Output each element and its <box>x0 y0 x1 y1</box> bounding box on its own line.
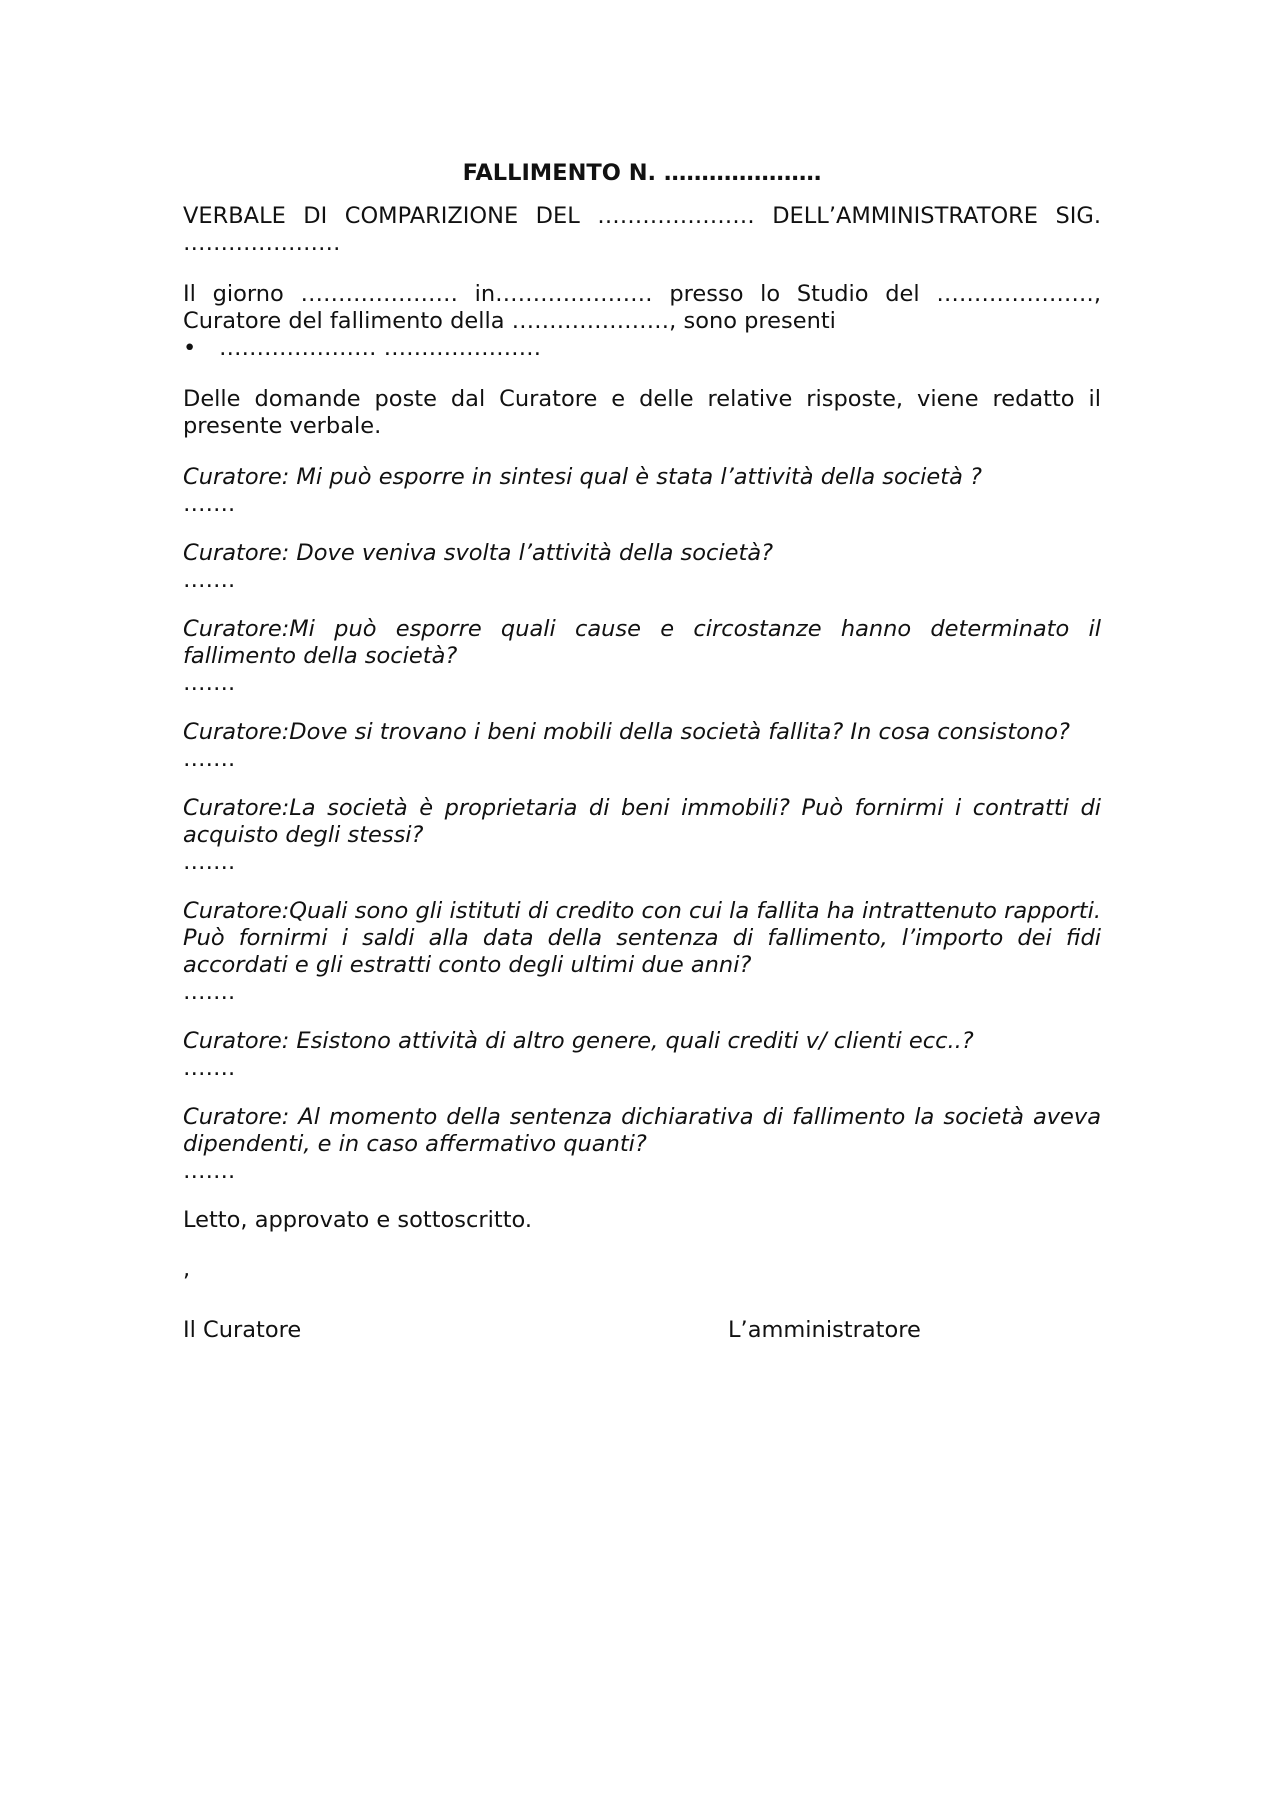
question-text: Curatore: Al momento della sentenza dichiarativa di fallimento la società aveva dipendenti, e in caso affermativo quanti? <box>183 1104 1101 1157</box>
place-date-line: , <box>183 1256 191 1282</box>
answer-placeholder: ……. <box>183 567 236 593</box>
question-item <box>183 1104 1101 1185</box>
question-item <box>183 616 1101 697</box>
question-text: Curatore: Mi può esporre in sintesi qual è stata l’attività della società ? <box>183 464 982 490</box>
preamble-paragraph: Delle domande poste dal Curatore e delle relative risposte, viene redatto il presente verbale. <box>183 386 1101 439</box>
question-item <box>183 1028 1101 1082</box>
closing-statement: Letto, approvato e sottoscritto. <box>183 1207 533 1233</box>
bullet-icon: • <box>183 335 197 361</box>
answer-placeholder: ……. <box>183 979 236 1005</box>
question-list <box>183 464 1101 1185</box>
question-text: Curatore:Quali sono gli istituti di credito con cui la fallita ha intrattenuto rapporti. Può fornirmi i saldi alla data della sentenza di fallimento, l’importo dei fidi accordati e gli estratti conto degli ultimi due anni? <box>183 898 1101 978</box>
question-text: Curatore:Dove si trovano i beni mobili della società fallita? In cosa consistono? <box>183 719 1070 745</box>
answer-placeholder: ……. <box>183 491 236 517</box>
answer-placeholder: ……. <box>183 1158 236 1184</box>
question-item <box>183 540 1101 594</box>
question-item <box>183 795 1101 876</box>
question-text: Curatore:Mi può esporre quali cause e circostanze hanno determinato il fallimento della società? <box>183 616 1101 669</box>
question-text: Curatore: Esistono attività di altro genere, quali crediti v/ clienti ecc..? <box>183 1028 974 1054</box>
question-item <box>183 898 1101 1006</box>
curator-signature-label: Il Curatore <box>183 1317 302 1343</box>
verbale-heading: VERBALE DI COMPARIZIONE DEL ………………… DELL’AMMINISTRATORE SIG. ………………… <box>183 203 1101 256</box>
present-names: ………………… ………………… <box>219 335 542 361</box>
answer-placeholder: ……. <box>183 746 236 772</box>
administrator-signature-label: L’amministratore <box>728 1317 921 1343</box>
answer-placeholder: ……. <box>183 1055 236 1081</box>
answer-placeholder: ……. <box>183 849 236 875</box>
question-text: Curatore:La società è proprietaria di beni immobili? Può fornirmi i contratti di acquisto degli stessi? <box>183 795 1101 848</box>
intro-paragraph: Il giorno ………………… in………………… presso lo Studio del …………………, Curatore del fallimento della …………………, sono presenti <box>183 281 1101 334</box>
present-list-item <box>183 335 1101 362</box>
document-body <box>183 160 1101 1347</box>
answer-placeholder: ……. <box>183 670 236 696</box>
signature-row <box>183 1317 1101 1347</box>
question-item <box>183 464 1101 518</box>
document-title: FALLIMENTO N. ………………… <box>462 160 822 186</box>
question-item <box>183 719 1101 773</box>
question-text: Curatore: Dove veniva svolta l’attività della società? <box>183 540 774 566</box>
